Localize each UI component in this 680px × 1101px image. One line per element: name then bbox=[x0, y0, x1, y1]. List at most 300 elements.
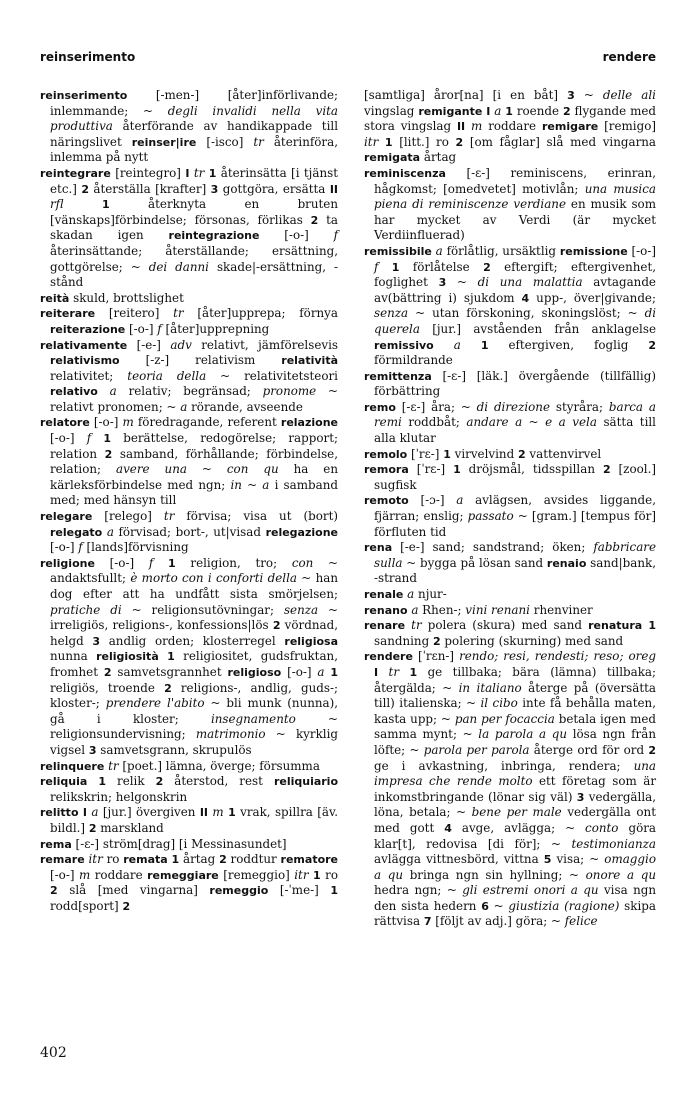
definition-text: återförande av handikappade till näringslivet bbox=[50, 119, 338, 149]
definition-text: [poet.] lämna, överge; försumma bbox=[118, 758, 320, 773]
italic-text: a bbox=[262, 477, 270, 492]
italic-text: e a vela bbox=[545, 415, 597, 430]
definition-text: [remeggio] bbox=[218, 867, 295, 882]
dictionary-entry bbox=[40, 509, 338, 556]
bold-term: 2 bbox=[104, 447, 113, 461]
italic-text: m bbox=[471, 119, 483, 134]
italic-text: una musica piena di reminiscenze verdiane bbox=[374, 181, 656, 212]
definition-text: [ˈrɛn-] bbox=[412, 649, 460, 664]
definition-text bbox=[399, 665, 409, 679]
definition-text: roddtur bbox=[226, 852, 281, 867]
definition-text: roddare bbox=[482, 119, 542, 134]
bold-term: 2 bbox=[562, 104, 571, 118]
headword: remittenza bbox=[364, 369, 432, 383]
definition-text: ~ bbox=[446, 275, 478, 290]
definition-text: [-e-] sand; sandstrand; öken; bbox=[392, 540, 594, 555]
definition-text: sandning bbox=[374, 633, 433, 648]
italic-text: in bbox=[230, 477, 242, 492]
definition-text: föredragande, referent bbox=[133, 415, 281, 430]
definition-text: samvetsgrannhet bbox=[111, 664, 228, 679]
definition-text: religion, tro; bbox=[175, 555, 292, 570]
bold-term: 2 bbox=[648, 743, 656, 757]
definition-text: upp-, över|givande; bbox=[529, 290, 656, 305]
definition-text: skade|-ersättning, -stånd bbox=[50, 259, 338, 290]
definition-text: återstod, rest bbox=[163, 774, 274, 789]
definition-text: virvelvind bbox=[450, 446, 518, 461]
definition-text: ~ bbox=[574, 88, 603, 102]
definition-text: ~ bli munk (nunna), gå i kloster; bbox=[50, 696, 339, 726]
definition-text: ro bbox=[320, 867, 339, 882]
definition-text: gottgöra, ersätta bbox=[218, 181, 330, 196]
dictionary-entry bbox=[364, 400, 656, 447]
italic-text: prendere l'abito bbox=[105, 696, 205, 711]
definition-text: [-ɛ-] reminiscens, erinran, hågkomst; [omedvetet] motivlån; bbox=[374, 165, 656, 196]
italic-text: a bbox=[453, 337, 461, 352]
definition-text: förmildrande bbox=[374, 353, 453, 368]
headword: remoto bbox=[364, 494, 409, 508]
italic-text: adv bbox=[170, 337, 192, 352]
dictionary-entry bbox=[364, 88, 656, 166]
definition-text: rörande, avseende bbox=[187, 399, 303, 414]
definition-text: eftergift; eftergivenhet, foglighet bbox=[374, 259, 657, 290]
dictionary-entry bbox=[40, 291, 338, 307]
italic-text: senza bbox=[283, 602, 319, 617]
definition-text: skuld, brottslighet bbox=[69, 290, 184, 305]
definition-text: [-ɛ-] åra; ~ bbox=[395, 399, 477, 414]
definition-text: relativitet; bbox=[50, 368, 128, 383]
definition-text: ~ utan förskoning, skoningslöst; ~ bbox=[408, 306, 645, 321]
definition-text bbox=[87, 774, 98, 788]
italic-text: a bbox=[91, 805, 99, 820]
bold-term: relegato bbox=[50, 525, 103, 539]
definition-text: religions-, andlig, guds-; kloster-; bbox=[50, 680, 338, 711]
definition-text: avge, avlägga; ~ bbox=[451, 820, 586, 835]
definition-text: visa ngn den sista hedern bbox=[374, 883, 657, 913]
bold-term: 2 bbox=[155, 775, 164, 789]
italic-text: insegnamento bbox=[210, 711, 296, 726]
bold-term: relatività bbox=[281, 354, 338, 368]
bold-term: 1 bbox=[330, 665, 338, 679]
dictionary-entry bbox=[40, 774, 338, 805]
definition-text: förlåtelse bbox=[399, 259, 484, 274]
definition-text: bringa ngn sin hyllning; ~ bbox=[403, 867, 586, 882]
italic-text: m bbox=[122, 415, 134, 430]
italic-text: a bbox=[456, 493, 464, 508]
headword: relegare bbox=[40, 510, 93, 524]
bold-term: relativismo bbox=[50, 354, 120, 368]
header-first-entry: reinserimento bbox=[40, 50, 136, 64]
bold-term: 2 bbox=[455, 135, 464, 149]
italic-text: delle ali bbox=[602, 88, 656, 102]
italic-text: tr bbox=[173, 306, 184, 321]
dictionary-entry bbox=[40, 415, 338, 509]
bold-term: remigata bbox=[364, 151, 421, 165]
headword: relinquere bbox=[40, 759, 105, 773]
italic-text: m bbox=[212, 805, 224, 820]
definition-text: [zool.] sugfisk bbox=[374, 462, 656, 492]
bold-term: 1 bbox=[102, 198, 110, 212]
italic-text: tr bbox=[163, 509, 175, 524]
bold-term: remata bbox=[123, 853, 168, 867]
definition-text: [litt.] ro bbox=[392, 134, 456, 149]
bold-term: 1 bbox=[208, 166, 217, 180]
italic-text: con bbox=[291, 555, 314, 570]
italic-text: a bbox=[106, 524, 114, 539]
definition-text: återställa [krafter] bbox=[88, 181, 211, 196]
italic-text: f bbox=[78, 540, 83, 555]
header-last-entry: rendere bbox=[602, 50, 656, 64]
definition-text: nunna bbox=[50, 649, 97, 664]
right-column bbox=[364, 88, 656, 930]
definition-text: ~ irreligiös, religions-, konfessions|lös bbox=[50, 602, 338, 633]
definition-text: [-men-] [åter]införlivande; inlemmande; ~ bbox=[50, 88, 338, 118]
definition-text: vedergälla ont med gott bbox=[374, 805, 656, 835]
definition-text: [-o-] bbox=[50, 867, 79, 882]
bold-term: relegazione bbox=[265, 525, 338, 539]
definition-text: polera (skura) med sand bbox=[421, 618, 589, 633]
bold-term: religiosa bbox=[284, 634, 338, 648]
definition-text: roddare bbox=[90, 867, 148, 882]
bold-term: 1 bbox=[384, 135, 393, 149]
dictionary-entry bbox=[364, 493, 656, 540]
bold-term: remigante bbox=[418, 104, 483, 118]
dictionary-entry bbox=[364, 587, 656, 603]
definition-text bbox=[91, 431, 103, 445]
definition-text: [åter]upprepa; förnya bbox=[183, 306, 338, 321]
definition-text: [-isco] bbox=[196, 134, 254, 149]
definition-text: rhenviner bbox=[530, 602, 593, 617]
bold-term: 1 bbox=[505, 104, 513, 118]
bold-term: 2 bbox=[50, 884, 58, 898]
bold-term: religiosità bbox=[96, 650, 159, 664]
definition-text: ~ [gram.] [tempus för] förfluten tid bbox=[374, 509, 656, 539]
italic-text: a bbox=[411, 602, 419, 617]
bold-term: 2 bbox=[310, 213, 319, 227]
definition-text: relativt, jämförelsevis bbox=[191, 337, 338, 352]
bold-term: I bbox=[82, 806, 87, 820]
definition-text: en musik som har mycket av Verdi (är mycket Verdiinfluerad) bbox=[374, 197, 656, 243]
definition-text: ta skadan igen bbox=[50, 212, 338, 243]
definition-text: återge ord för ord bbox=[529, 742, 649, 757]
definition-text: ~ bbox=[522, 415, 546, 430]
definition-text: förvisa; visa ut (bort) bbox=[174, 509, 338, 524]
headword: relitto bbox=[40, 806, 79, 820]
dictionary-entry bbox=[40, 805, 338, 836]
definition-text: roddbåt; bbox=[401, 415, 467, 430]
bold-term: reiterazione bbox=[50, 322, 126, 336]
italic-text: gli estremi onori a qu bbox=[462, 883, 599, 898]
headword: reiterare bbox=[40, 307, 96, 321]
italic-text: f bbox=[333, 228, 338, 243]
definition-text bbox=[159, 649, 167, 663]
definition-text: [lands]förvisning bbox=[82, 540, 189, 555]
definition-text: [följt av adj.] göra; ~ bbox=[431, 914, 565, 929]
italic-text: f bbox=[157, 321, 162, 336]
definition-text: ~ religionsundervisning; bbox=[50, 711, 338, 742]
definition-text: [-e-] bbox=[127, 337, 171, 352]
definition-text: vattenvirvel bbox=[525, 446, 602, 461]
definition-text bbox=[378, 135, 385, 149]
italic-text: in italiano bbox=[458, 680, 522, 695]
definition-text: ge i avkastning, inbringa, rendera; bbox=[374, 758, 634, 773]
bold-term: 1 bbox=[409, 665, 418, 679]
bold-term: 2 bbox=[648, 338, 657, 352]
bold-term: remissivo bbox=[374, 338, 434, 352]
bold-term: remeggio bbox=[209, 884, 269, 898]
bold-term: 2 bbox=[483, 260, 491, 274]
definition-text: ~ kyrklig vigsel bbox=[50, 727, 338, 757]
bold-term: 1 bbox=[168, 556, 176, 570]
bold-term: 3 bbox=[92, 634, 101, 648]
definition-text: [reintegro] bbox=[110, 165, 186, 180]
definition-text: rodd[sport] bbox=[50, 898, 123, 913]
definition-text: flygande med stora vingslag bbox=[364, 103, 657, 134]
definition-text bbox=[461, 338, 481, 352]
bold-term: reinser|ire bbox=[131, 135, 197, 149]
italic-text: giustizia (ragione) bbox=[508, 898, 620, 913]
definition-text: [-ɔ-] bbox=[408, 493, 457, 508]
definition-text: avtagande av(bättring i) sjukdom bbox=[374, 275, 656, 305]
definition-text: ~ relativitetsteori bbox=[206, 368, 338, 383]
definition-text: [om fåglar] slå med vingarna bbox=[463, 134, 656, 149]
headword: rena bbox=[364, 541, 393, 555]
italic-text: tr bbox=[411, 618, 422, 633]
dictionary-entry bbox=[364, 618, 656, 649]
dictionary-entry bbox=[40, 166, 338, 291]
definition-text: ro bbox=[102, 852, 124, 867]
definition-text: ha en kärleksförbindelse med ngn; bbox=[50, 462, 339, 492]
definition-text: vrak, spillra [äv. bildl.] bbox=[50, 805, 339, 835]
headword: reinserimento bbox=[40, 89, 128, 102]
italic-text: a bbox=[435, 243, 443, 258]
bold-term: 5 bbox=[543, 853, 552, 867]
bold-term: 4 bbox=[521, 291, 530, 305]
definition-text: förvisad; bort-, ut|visad bbox=[113, 524, 266, 539]
bold-term: 1 bbox=[313, 868, 321, 882]
definition-text bbox=[153, 556, 168, 570]
bold-term: 6 bbox=[481, 899, 489, 913]
definition-text: [samtliga] åror[na] [i en båt] bbox=[364, 88, 568, 102]
dictionary-entry bbox=[364, 540, 656, 587]
italic-text: felice bbox=[564, 914, 598, 929]
definition-text: lösa ngn från löfte; ~ bbox=[374, 727, 656, 757]
headword: religione bbox=[40, 556, 95, 570]
italic-text: di direzione bbox=[476, 399, 551, 414]
headword: renano bbox=[364, 603, 408, 617]
italic-text: è morto con i conforti della bbox=[130, 571, 297, 586]
italic-text: la parola a qu bbox=[478, 727, 568, 742]
definition-text: [-o-] bbox=[281, 664, 318, 679]
definition-text: njur- bbox=[414, 587, 447, 601]
italic-text: rfl bbox=[50, 197, 64, 212]
italic-text: di una malattia bbox=[477, 275, 583, 290]
dictionary-entry bbox=[364, 369, 656, 400]
definition-text bbox=[98, 384, 110, 398]
definition-text: [-ɛ-] ström[drag] [i Messinasundet] bbox=[71, 836, 287, 851]
italic-text: testimonianza bbox=[571, 836, 656, 851]
bold-term: relazione bbox=[280, 416, 338, 430]
definition-text: relativ; begränsad; bbox=[116, 384, 263, 399]
headword: relativamente bbox=[40, 338, 128, 352]
italic-text: a bbox=[317, 664, 325, 679]
headword: remissibile bbox=[364, 244, 432, 258]
italic-text: con qu bbox=[226, 462, 279, 477]
bold-term: I bbox=[185, 166, 190, 180]
italic-text: f bbox=[86, 431, 92, 446]
bold-term: remigare bbox=[541, 120, 599, 134]
definition-text: ~ bygga på lösan sand bbox=[402, 555, 547, 570]
definition-text: religiositet, gudsfruktan, fromhet bbox=[50, 649, 338, 679]
bold-term: 2 bbox=[88, 821, 97, 835]
definition-text: vördnad, helgd bbox=[50, 618, 338, 648]
bold-term: 1 bbox=[648, 619, 656, 633]
italic-text: f bbox=[374, 259, 379, 274]
definition-text: ~ religionsutövningar; bbox=[121, 602, 284, 617]
bold-term: relativo bbox=[50, 385, 98, 399]
bold-term: 3 bbox=[88, 743, 97, 757]
bold-term: reintegrazione bbox=[168, 229, 260, 243]
definition-text: ge tillbaka; bära (lämna) tillbaka; återgälda; ~ bbox=[374, 664, 657, 695]
definition-text: sätta till alla klutar bbox=[374, 415, 656, 446]
bold-term: 3 bbox=[567, 89, 575, 102]
bold-term: 2 bbox=[164, 681, 172, 695]
definition-text: styråra; bbox=[550, 399, 609, 414]
headword: renale bbox=[364, 588, 404, 601]
italic-text: barca a remi bbox=[374, 399, 656, 430]
definition-text: ~ han dog efter att ha undfått sista smörjelsen; bbox=[50, 571, 338, 601]
italic-text: teoria della bbox=[127, 368, 207, 383]
definition-text: [-o-] bbox=[50, 431, 87, 446]
headword: relatore bbox=[40, 416, 90, 430]
definition-text: [åter]upprepning bbox=[161, 321, 270, 336]
dictionary-entry bbox=[40, 88, 338, 166]
italic-text: andare a bbox=[466, 415, 523, 430]
italic-text: pan per focaccia bbox=[454, 711, 555, 726]
definition-text: [-z-] relativism bbox=[119, 353, 282, 368]
dictionary-entry bbox=[364, 166, 656, 244]
italic-text: di querela bbox=[374, 306, 656, 336]
italic-text: dei danni bbox=[148, 259, 209, 274]
bold-term: rematore bbox=[280, 853, 339, 867]
bold-term: II bbox=[456, 120, 466, 134]
italic-text: pronome bbox=[262, 384, 317, 399]
bold-term: 7 bbox=[423, 915, 432, 929]
bold-term: 1 bbox=[98, 775, 107, 789]
bold-term: religioso bbox=[227, 665, 282, 679]
italic-text: itr bbox=[364, 134, 379, 149]
definition-text: samvetsgrann, skrupulös bbox=[96, 742, 252, 757]
definition-text: roende bbox=[512, 103, 563, 118]
headword: remolo bbox=[364, 447, 408, 461]
bold-term: reliquiario bbox=[273, 775, 339, 789]
italic-text: il cibo bbox=[480, 696, 518, 711]
bold-term: I bbox=[486, 104, 491, 118]
italic-text: itr bbox=[88, 852, 103, 867]
definition-text: ~ bbox=[241, 477, 263, 492]
definition-text: Rhen-; bbox=[418, 602, 466, 617]
headword: remora bbox=[364, 463, 409, 477]
headword: reliquia bbox=[40, 775, 88, 789]
italic-text: rendo; resi, rendesti; reso; oreg bbox=[459, 649, 656, 664]
bold-term: 1 bbox=[228, 806, 236, 820]
italic-text: a bbox=[109, 384, 117, 399]
italic-text: conto bbox=[585, 820, 619, 835]
definition-text bbox=[378, 665, 388, 679]
italic-text: onore a qu bbox=[585, 867, 657, 882]
headword: reità bbox=[40, 291, 70, 305]
definition-text: ~ bbox=[488, 898, 509, 913]
italic-text: tr bbox=[253, 134, 264, 149]
italic-text: matrimonio bbox=[195, 727, 266, 742]
dictionary-entry bbox=[364, 244, 656, 369]
definition-text: [-ɛ-] [läk.] övergående (tillfällig) förbättring bbox=[374, 368, 656, 399]
italic-text: a bbox=[180, 399, 188, 414]
definition-text: [jur.] avståenden från anklagelse bbox=[419, 321, 656, 336]
italic-text: senza bbox=[374, 306, 409, 321]
definition-text bbox=[434, 338, 454, 352]
definition-text bbox=[64, 197, 102, 211]
definition-text: samband, förhållande; förbindelse, relation; bbox=[50, 446, 338, 477]
bold-term: 2 bbox=[432, 634, 441, 648]
bold-term: 1 bbox=[443, 447, 451, 461]
definition-text: avlägsen, avsides liggande, fjärran; enslig; bbox=[374, 493, 656, 524]
italic-text: omaggio a qu bbox=[374, 852, 656, 882]
definition-text: förlåtlig, ursäktlig bbox=[442, 243, 560, 258]
italic-text: vini renani bbox=[465, 602, 530, 617]
definition-text: [-o-] bbox=[89, 415, 123, 430]
dictionary-entry bbox=[40, 759, 338, 775]
running-header bbox=[40, 50, 656, 70]
definition-text: sand|bank, -strand bbox=[374, 555, 656, 586]
definition-text: andlig orden; klosterregel bbox=[100, 633, 285, 648]
definition-text: berättelse, redogörelse; rapport; relation bbox=[50, 431, 338, 461]
definition-text: relik bbox=[106, 774, 156, 789]
definition-text: polering (skurning) med sand bbox=[440, 633, 624, 648]
headword: reintegrare bbox=[40, 166, 111, 180]
bold-term: 2 bbox=[122, 899, 131, 913]
italic-text: pratiche di bbox=[50, 602, 122, 617]
definition-text: årtag bbox=[420, 150, 457, 165]
definition-text: [-o-] bbox=[125, 321, 158, 336]
definition-text: dröjsmål, tidsspillan bbox=[460, 462, 603, 477]
italic-text: f bbox=[148, 555, 154, 570]
bold-term: remeggiare bbox=[147, 868, 219, 882]
dictionary-entry bbox=[40, 338, 338, 416]
definition-text: återknyta en bruten [vänskaps]förbindelse; försonas, förlikas bbox=[50, 197, 338, 227]
italic-text: tr bbox=[388, 664, 400, 679]
dictionary-entry bbox=[40, 556, 338, 759]
definition-text: återge på (översätta till) italienska; ~ bbox=[374, 680, 656, 711]
definition-text: göra klar[t], redovisa [di för]; ~ bbox=[374, 820, 656, 851]
bold-term: 3 bbox=[210, 182, 219, 196]
definition-text: skipa rättvisa bbox=[374, 898, 656, 929]
definition-text: [-ˈme-] bbox=[268, 883, 331, 898]
definition-text: avlägga vittnesbörd, vittna bbox=[374, 852, 544, 867]
italic-text: fabbricare sulla bbox=[374, 540, 656, 570]
definition-text: [ˈrɛ-] bbox=[407, 446, 444, 461]
dictionary-entry bbox=[364, 447, 656, 463]
definition-text: ~ andaktsfullt; bbox=[50, 555, 338, 586]
italic-text: degli invalidi nella vita produttiva bbox=[50, 103, 338, 134]
italic-text: avere una bbox=[116, 462, 187, 477]
headword: remare bbox=[40, 853, 85, 867]
headword: rendere bbox=[364, 650, 413, 664]
dictionary-entry bbox=[40, 306, 338, 337]
bold-term: II bbox=[199, 806, 208, 820]
bold-term: 1 bbox=[167, 650, 175, 664]
definition-text: [reitero] bbox=[95, 306, 174, 321]
page-number: 402 bbox=[40, 1045, 67, 1061]
